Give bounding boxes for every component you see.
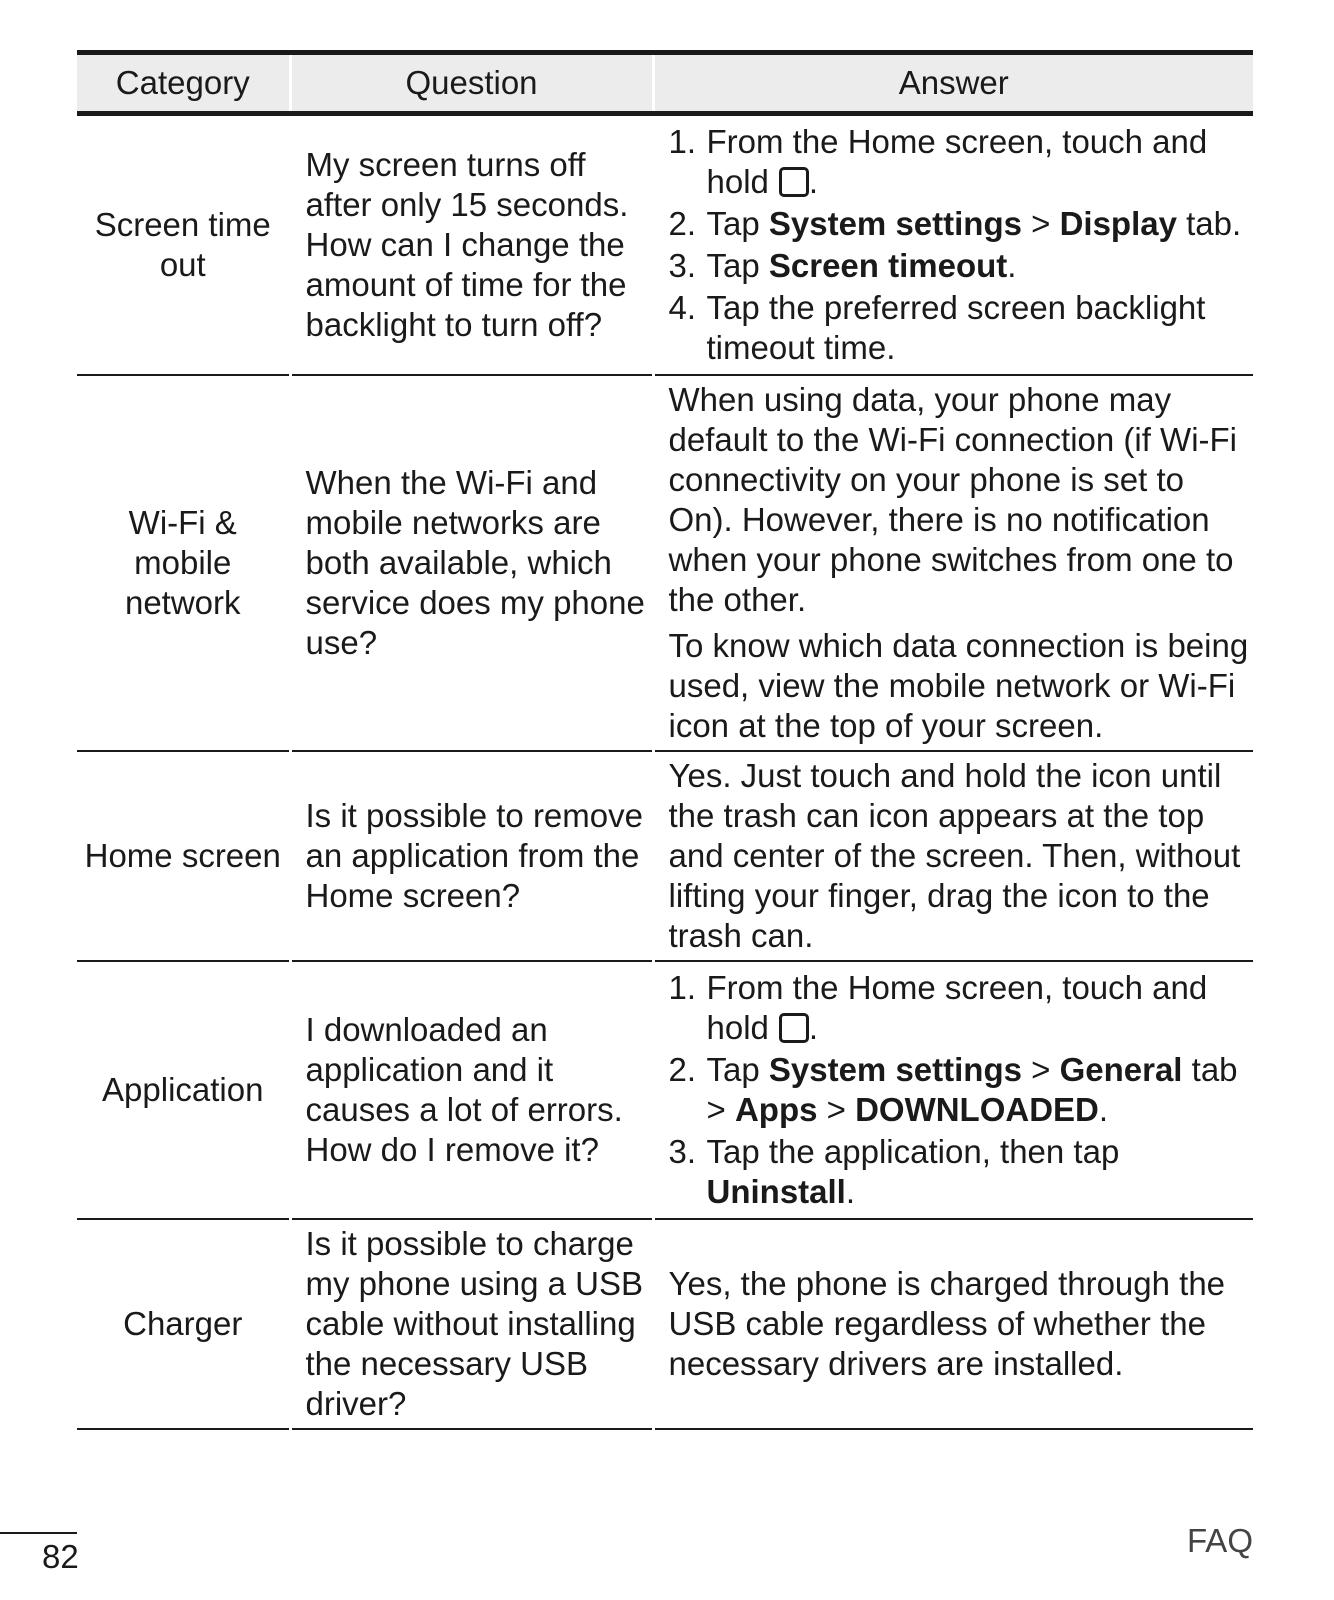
category-cell: Wi-Fi & mobile network: [77, 375, 290, 751]
menu-term: Uninstall: [706, 1173, 846, 1210]
section-name: FAQ: [1186, 1522, 1253, 1559]
question-cell: When the Wi-Fi and mobile networks are both available, which service does my phone use?: [290, 375, 653, 751]
table-row: [77, 961, 1253, 1219]
step-number: 3.: [668, 1133, 697, 1170]
step-item: [669, 288, 1250, 368]
step-text: .: [808, 163, 819, 200]
answer-steps: [669, 968, 1250, 1212]
menu-term: Screen timeout: [768, 247, 1008, 284]
answer-cell: [653, 961, 1253, 1219]
step-number: 2.: [668, 205, 697, 242]
step-text: From the Home screen, touch and hold: [706, 123, 1208, 200]
step-text: Tap the preferred screen backlight timeout time.: [706, 289, 1206, 366]
step-number: 4.: [668, 289, 697, 326]
table-row: [77, 114, 1253, 376]
answer-cell: Yes. Just touch and hold the icon until the trash can icon appears at the top and center of the screen. Then, without lifting your finger, drag the icon to the trash can.: [653, 751, 1253, 961]
menu-term: Apps: [734, 1091, 818, 1128]
step-text: >: [1021, 1051, 1060, 1088]
step-text: .: [1007, 247, 1017, 284]
answer-paragraph: When using data, your phone may default to the Wi-Fi connection (if Wi-Fi connectivity on your phone is set to On). However, there is no notification when your phone switches from one to the other.: [668, 381, 1238, 618]
step-item: [669, 122, 1250, 202]
step-number: 1.: [668, 969, 697, 1006]
step-item: [669, 204, 1250, 244]
category-cell: Screen time out: [77, 114, 290, 376]
question-cell: My screen turns off after only 15 seconds. How can I change the amount of time for the backlight to turn off?: [290, 114, 653, 376]
answer-cell: [653, 375, 1253, 751]
step-number: 2.: [668, 1051, 697, 1088]
question-cell: Is it possible to remove an application from the Home screen?: [290, 751, 653, 961]
step-text: >: [1021, 205, 1060, 242]
step-text: Tap: [706, 1051, 769, 1088]
step-text: .: [1098, 1091, 1109, 1128]
question-cell: I downloaded an application and it causes a lot of errors. How do I remove it?: [290, 961, 653, 1219]
faq-table: [77, 50, 1253, 1430]
answer-steps: [669, 122, 1250, 368]
step-text: From the Home screen, touch and hold: [706, 969, 1208, 1046]
step-text: >: [817, 1091, 856, 1128]
category-cell: Home screen: [77, 751, 290, 961]
step-text: .: [845, 1173, 856, 1210]
home-touch-button-icon: [779, 167, 809, 197]
menu-term: System settings: [768, 1051, 1022, 1088]
step-number: 1.: [668, 123, 697, 160]
header-row: [77, 53, 1253, 114]
step-text: tab.: [1176, 205, 1242, 242]
menu-term: Display: [1059, 205, 1177, 242]
step-item: [669, 1050, 1250, 1130]
menu-term: General: [1059, 1051, 1183, 1088]
page-number-rule: [0, 1532, 77, 1534]
step-item: [669, 1132, 1250, 1212]
table-row: [77, 375, 1253, 751]
menu-term: DOWNLOADED: [855, 1091, 1099, 1128]
column-header-answer: Answer: [653, 53, 1253, 114]
table-header: [77, 53, 1253, 114]
table-row: [77, 1219, 1253, 1429]
step-text: tab >: [706, 1051, 1238, 1128]
step-text: Tap: [706, 205, 769, 242]
page-number: 82: [42, 1538, 79, 1575]
home-touch-button-icon: [779, 1013, 809, 1043]
column-header-question: Question: [290, 53, 653, 114]
answer-cell: Yes, the phone is charged through the USB cable regardless of whether the necessary drivers are installed.: [653, 1219, 1253, 1429]
menu-term: System settings: [768, 205, 1022, 242]
table-row: [77, 751, 1253, 961]
step-text: .: [808, 1009, 819, 1046]
category-cell: Charger: [77, 1219, 290, 1429]
answer-paragraph: To know which data connection is being used, view the mobile network or Wi-Fi icon at the top of your screen.: [668, 627, 1249, 744]
question-cell: Is it possible to charge my phone using a USB cable without installing the necessary USB driver?: [290, 1219, 653, 1429]
step-item: [669, 968, 1250, 1048]
step-text: Tap the application, then tap: [706, 1133, 1120, 1170]
step-item: [669, 246, 1250, 286]
category-cell: Application: [77, 961, 290, 1219]
step-number: 3.: [668, 247, 697, 284]
step-text: Tap: [706, 247, 769, 284]
answer-cell: [653, 114, 1253, 376]
column-header-category: Category: [77, 53, 290, 114]
